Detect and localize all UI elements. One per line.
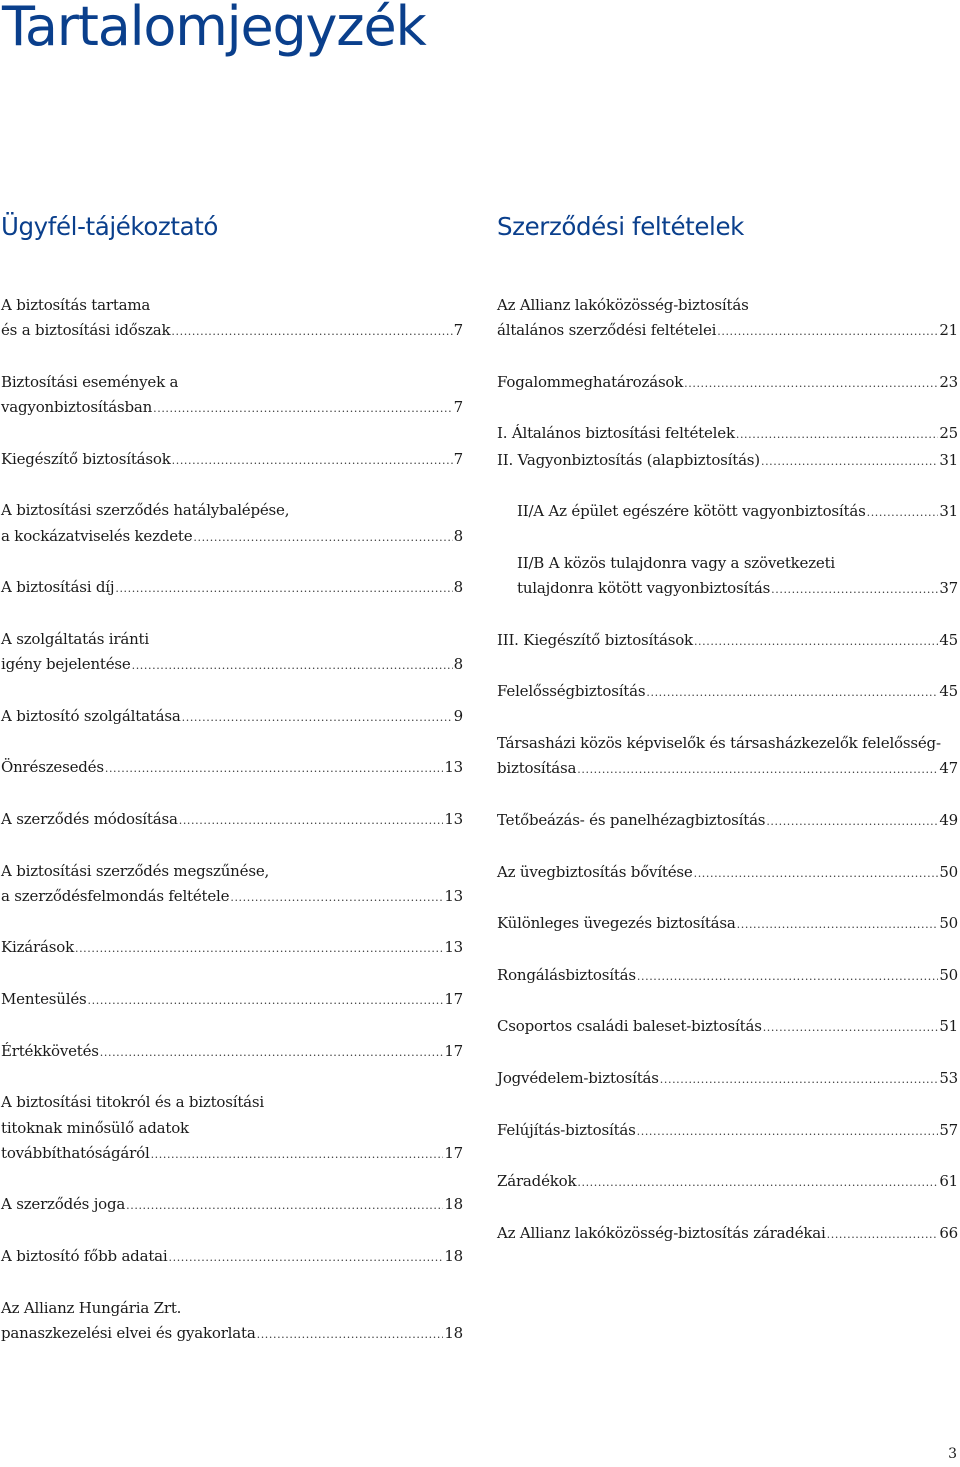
toc-entry[interactable] (1, 498, 463, 550)
toc-page-number: 61 (939, 1172, 958, 1191)
toc-page-number: 57 (939, 1120, 958, 1139)
dot-leader (684, 371, 938, 396)
dot-leader (867, 500, 939, 525)
toc-entry-text: a szerződésfelmondás feltétele (1, 886, 230, 905)
toc-page-number: 13 (444, 938, 463, 957)
dot-leader (717, 319, 938, 344)
toc-entry[interactable] (1, 807, 463, 833)
toc-page-number: 50 (939, 862, 958, 881)
toc-entry[interactable] (497, 860, 958, 886)
toc-page-number: 18 (444, 1195, 463, 1214)
dot-leader (230, 885, 443, 910)
dot-leader (694, 861, 939, 886)
toc-entry[interactable] (497, 963, 958, 989)
page-title: Tartalomjegyzék (2, 0, 426, 58)
toc-entry-text: Az üvegbiztosítás bővítése (497, 862, 693, 881)
dot-leader (771, 577, 938, 602)
toc-column-contract-terms (497, 210, 958, 1272)
dot-leader (577, 1170, 938, 1195)
dot-leader (694, 629, 938, 654)
toc-list (1, 293, 463, 1347)
toc-page-number: 18 (444, 1323, 463, 1342)
toc-page-number: 13 (444, 809, 463, 828)
toc-entry-text: a kockázatviselés kezdete (1, 526, 193, 545)
toc-entry[interactable] (1, 293, 463, 345)
dot-leader (827, 1222, 939, 1247)
toc-entry[interactable] (1, 1296, 463, 1348)
toc-page-number: 7 (453, 321, 463, 340)
toc-page-number: 23 (939, 372, 958, 391)
toc-entry-text: II. Vagyonbiztosítás (alapbiztosítás) (497, 450, 760, 469)
toc-page-number: 13 (444, 758, 463, 777)
toc-entry-text: Önrészesedés (1, 758, 104, 777)
toc-entry[interactable] (497, 293, 958, 345)
dot-leader (132, 653, 453, 678)
toc-entry-text: Felelősségbiztosítás (497, 682, 646, 701)
toc-page-number: 9 (453, 706, 463, 725)
toc-entry[interactable] (497, 911, 958, 937)
toc-entry[interactable] (1, 859, 463, 911)
dot-leader (126, 1193, 443, 1218)
toc-page-number: 47 (939, 759, 958, 778)
toc-page-number: 31 (939, 502, 958, 521)
toc-entry[interactable] (1, 1192, 463, 1218)
toc-entry[interactable] (497, 370, 958, 396)
dot-leader (171, 319, 452, 344)
toc-entry-text: Kizárások (1, 938, 74, 957)
dot-leader (88, 988, 444, 1013)
toc-entry-text: Jogvédelem-biztosítás (497, 1068, 659, 1087)
toc-entry[interactable] (1, 575, 463, 601)
toc-entry-text: A biztosítási titokról és a biztosítási (1, 1093, 265, 1112)
toc-entry-text: Társasházi közös képviselők és társasházkezelők felelősség- (497, 734, 941, 753)
toc-entry-text: és a biztosítási időszak (1, 321, 171, 340)
toc-page-number: 66 (939, 1223, 958, 1242)
toc-entry-text: vagyonbiztosításban (1, 398, 153, 417)
dot-leader (766, 809, 938, 834)
toc-entry-text: A biztosítási díj (1, 578, 115, 597)
toc-entry-text: I. Általános biztosítási feltételek (497, 424, 735, 443)
toc-entry[interactable] (497, 1118, 958, 1144)
dot-leader (637, 1119, 939, 1144)
dot-leader (761, 449, 938, 474)
toc-column-customer-info (1, 210, 463, 1372)
toc-entry-text: Rongálásbiztosítás (497, 965, 636, 984)
toc-entry-text: Biztosítási események a (1, 372, 179, 391)
dot-leader (736, 422, 938, 447)
toc-entry-text: A biztosítás tartama (1, 296, 151, 314)
toc-entry-text: A biztosítási szerződés megszűnése, (1, 861, 270, 880)
toc-entry[interactable] (1, 704, 463, 730)
toc-entry[interactable] (1, 755, 463, 781)
page-number: 3 (948, 1446, 957, 1462)
dot-leader (257, 1322, 444, 1347)
toc-entry-text: III. Kiegészítő biztosítások (497, 630, 693, 649)
toc-page-number: 8 (453, 655, 463, 674)
toc-page-number: 45 (939, 630, 958, 649)
toc-entry-text: Tetőbeázás- és panelhézagbiztosítás (497, 810, 766, 829)
toc-entry-text: II/A Az épület egészére kötött vagyonbiztosítás (517, 502, 866, 521)
dot-leader (115, 576, 452, 601)
toc-entry-text: titoknak minősülő adatok (1, 1118, 189, 1137)
toc-entry-text: Az Allianz lakóközösség-biztosítás záradékai (497, 1223, 826, 1242)
dot-leader (100, 1040, 444, 1065)
dot-leader (737, 912, 939, 937)
dot-leader (179, 808, 444, 833)
toc-page-number: 45 (939, 682, 958, 701)
toc-page-number: 8 (453, 578, 463, 597)
dot-leader (182, 705, 453, 730)
toc-entry[interactable] (497, 551, 958, 603)
toc-entry-text: Az Allianz Hungária Zrt. (1, 1298, 182, 1317)
dot-leader (660, 1067, 939, 1092)
section-heading-customer-info: Ügyfél-tájékoztató (1, 212, 219, 241)
toc-entry-text: biztosítása (497, 759, 577, 778)
toc-entry-text: Különleges üvegezés biztosítása (497, 914, 736, 933)
toc-entry[interactable] (497, 628, 958, 654)
dot-leader (646, 680, 938, 705)
toc-entry-text: Záradékok (497, 1172, 577, 1191)
toc-page-number: 17 (444, 1041, 463, 1060)
toc-entry-text: II/B A közös tulajdonra vagy a szövetkezeti (517, 553, 836, 572)
toc-entry[interactable] (1, 1039, 463, 1065)
toc-entry-text: Felújítás-biztosítás (497, 1120, 636, 1139)
toc-entry[interactable] (497, 679, 958, 705)
toc-page-number: 51 (939, 1017, 958, 1036)
toc-page-number: 53 (939, 1068, 958, 1087)
toc-entry[interactable] (497, 1169, 958, 1195)
toc-page-number: 7 (453, 398, 463, 417)
toc-page-number: 8 (453, 526, 463, 545)
toc-entry[interactable] (1, 447, 463, 473)
toc-page-number: 18 (444, 1246, 463, 1265)
dot-leader (75, 936, 443, 961)
toc-entry[interactable] (497, 499, 958, 525)
toc-entry[interactable] (497, 1221, 958, 1247)
toc-entry[interactable] (497, 448, 958, 474)
toc-page-number: 17 (444, 990, 463, 1009)
toc-entry-text: A biztosító szolgáltatása (1, 706, 181, 725)
toc-entry-text: Az Allianz lakóközösség-biztosítás (497, 296, 749, 314)
toc-entry-text: A szerződés joga (1, 1195, 126, 1214)
toc-page-number: 25 (939, 424, 958, 443)
toc-entry[interactable] (1, 1244, 463, 1270)
toc-page-number: 21 (939, 321, 958, 340)
dot-leader (577, 757, 938, 782)
dot-leader (763, 1015, 939, 1040)
toc-entry[interactable] (497, 421, 958, 447)
toc-entry[interactable] (1, 935, 463, 961)
toc-entry[interactable] (497, 1066, 958, 1092)
toc-entry-text: Értékkövetés (1, 1041, 99, 1060)
toc-entry-text: A szerződés módosítása (1, 809, 178, 828)
toc-page-number: 17 (444, 1143, 463, 1162)
toc-entry[interactable] (497, 1014, 958, 1040)
toc-entry-text: továbbíthatóságáról (1, 1143, 150, 1162)
dot-leader (193, 525, 452, 550)
toc-entry-text: panaszkezelési elvei és gyakorlata (1, 1323, 256, 1342)
dot-leader (637, 964, 938, 989)
toc-entry-text: igény bejelentése (1, 655, 131, 674)
toc-entry-text: Csoportos családi baleset-biztosítás (497, 1017, 762, 1036)
toc-entry-text: A biztosító főbb adatai (1, 1246, 168, 1265)
toc-page-number: 49 (939, 810, 958, 829)
toc-page-number: 7 (453, 449, 463, 468)
toc-entry-text: Mentesülés (1, 990, 87, 1009)
section-heading-contract-terms: Szerződési feltételek (497, 212, 744, 241)
toc-page-number: 50 (939, 965, 958, 984)
toc-entry-text: tulajdonra kötött vagyonbiztosítás (517, 579, 771, 598)
toc-page-number: 50 (939, 914, 958, 933)
toc-entry[interactable] (1, 370, 463, 422)
toc-entry[interactable] (497, 731, 958, 783)
toc-entry-text: A biztosítási szerződés hatálybalépése, (1, 501, 290, 520)
toc-entry[interactable] (1, 987, 463, 1013)
toc-list (497, 293, 958, 1247)
toc-entry[interactable] (1, 1090, 463, 1167)
dot-leader (105, 756, 443, 781)
toc-entry-text: Fogalommeghatározások (497, 372, 684, 391)
toc-entry[interactable] (1, 627, 463, 679)
dot-leader (169, 1245, 444, 1270)
toc-entry-text: általános szerződési feltételei (497, 321, 717, 340)
dot-leader (172, 448, 453, 473)
dot-leader (151, 1142, 444, 1167)
toc-entry[interactable] (497, 808, 958, 834)
toc-entry-text: A szolgáltatás iránti (1, 629, 149, 648)
dot-leader (153, 396, 453, 421)
toc-page-number: 31 (939, 450, 958, 469)
toc-page-number: 37 (939, 579, 958, 598)
toc-page-number: 13 (444, 886, 463, 905)
toc-entry-text: Kiegészítő biztosítások (1, 449, 171, 468)
